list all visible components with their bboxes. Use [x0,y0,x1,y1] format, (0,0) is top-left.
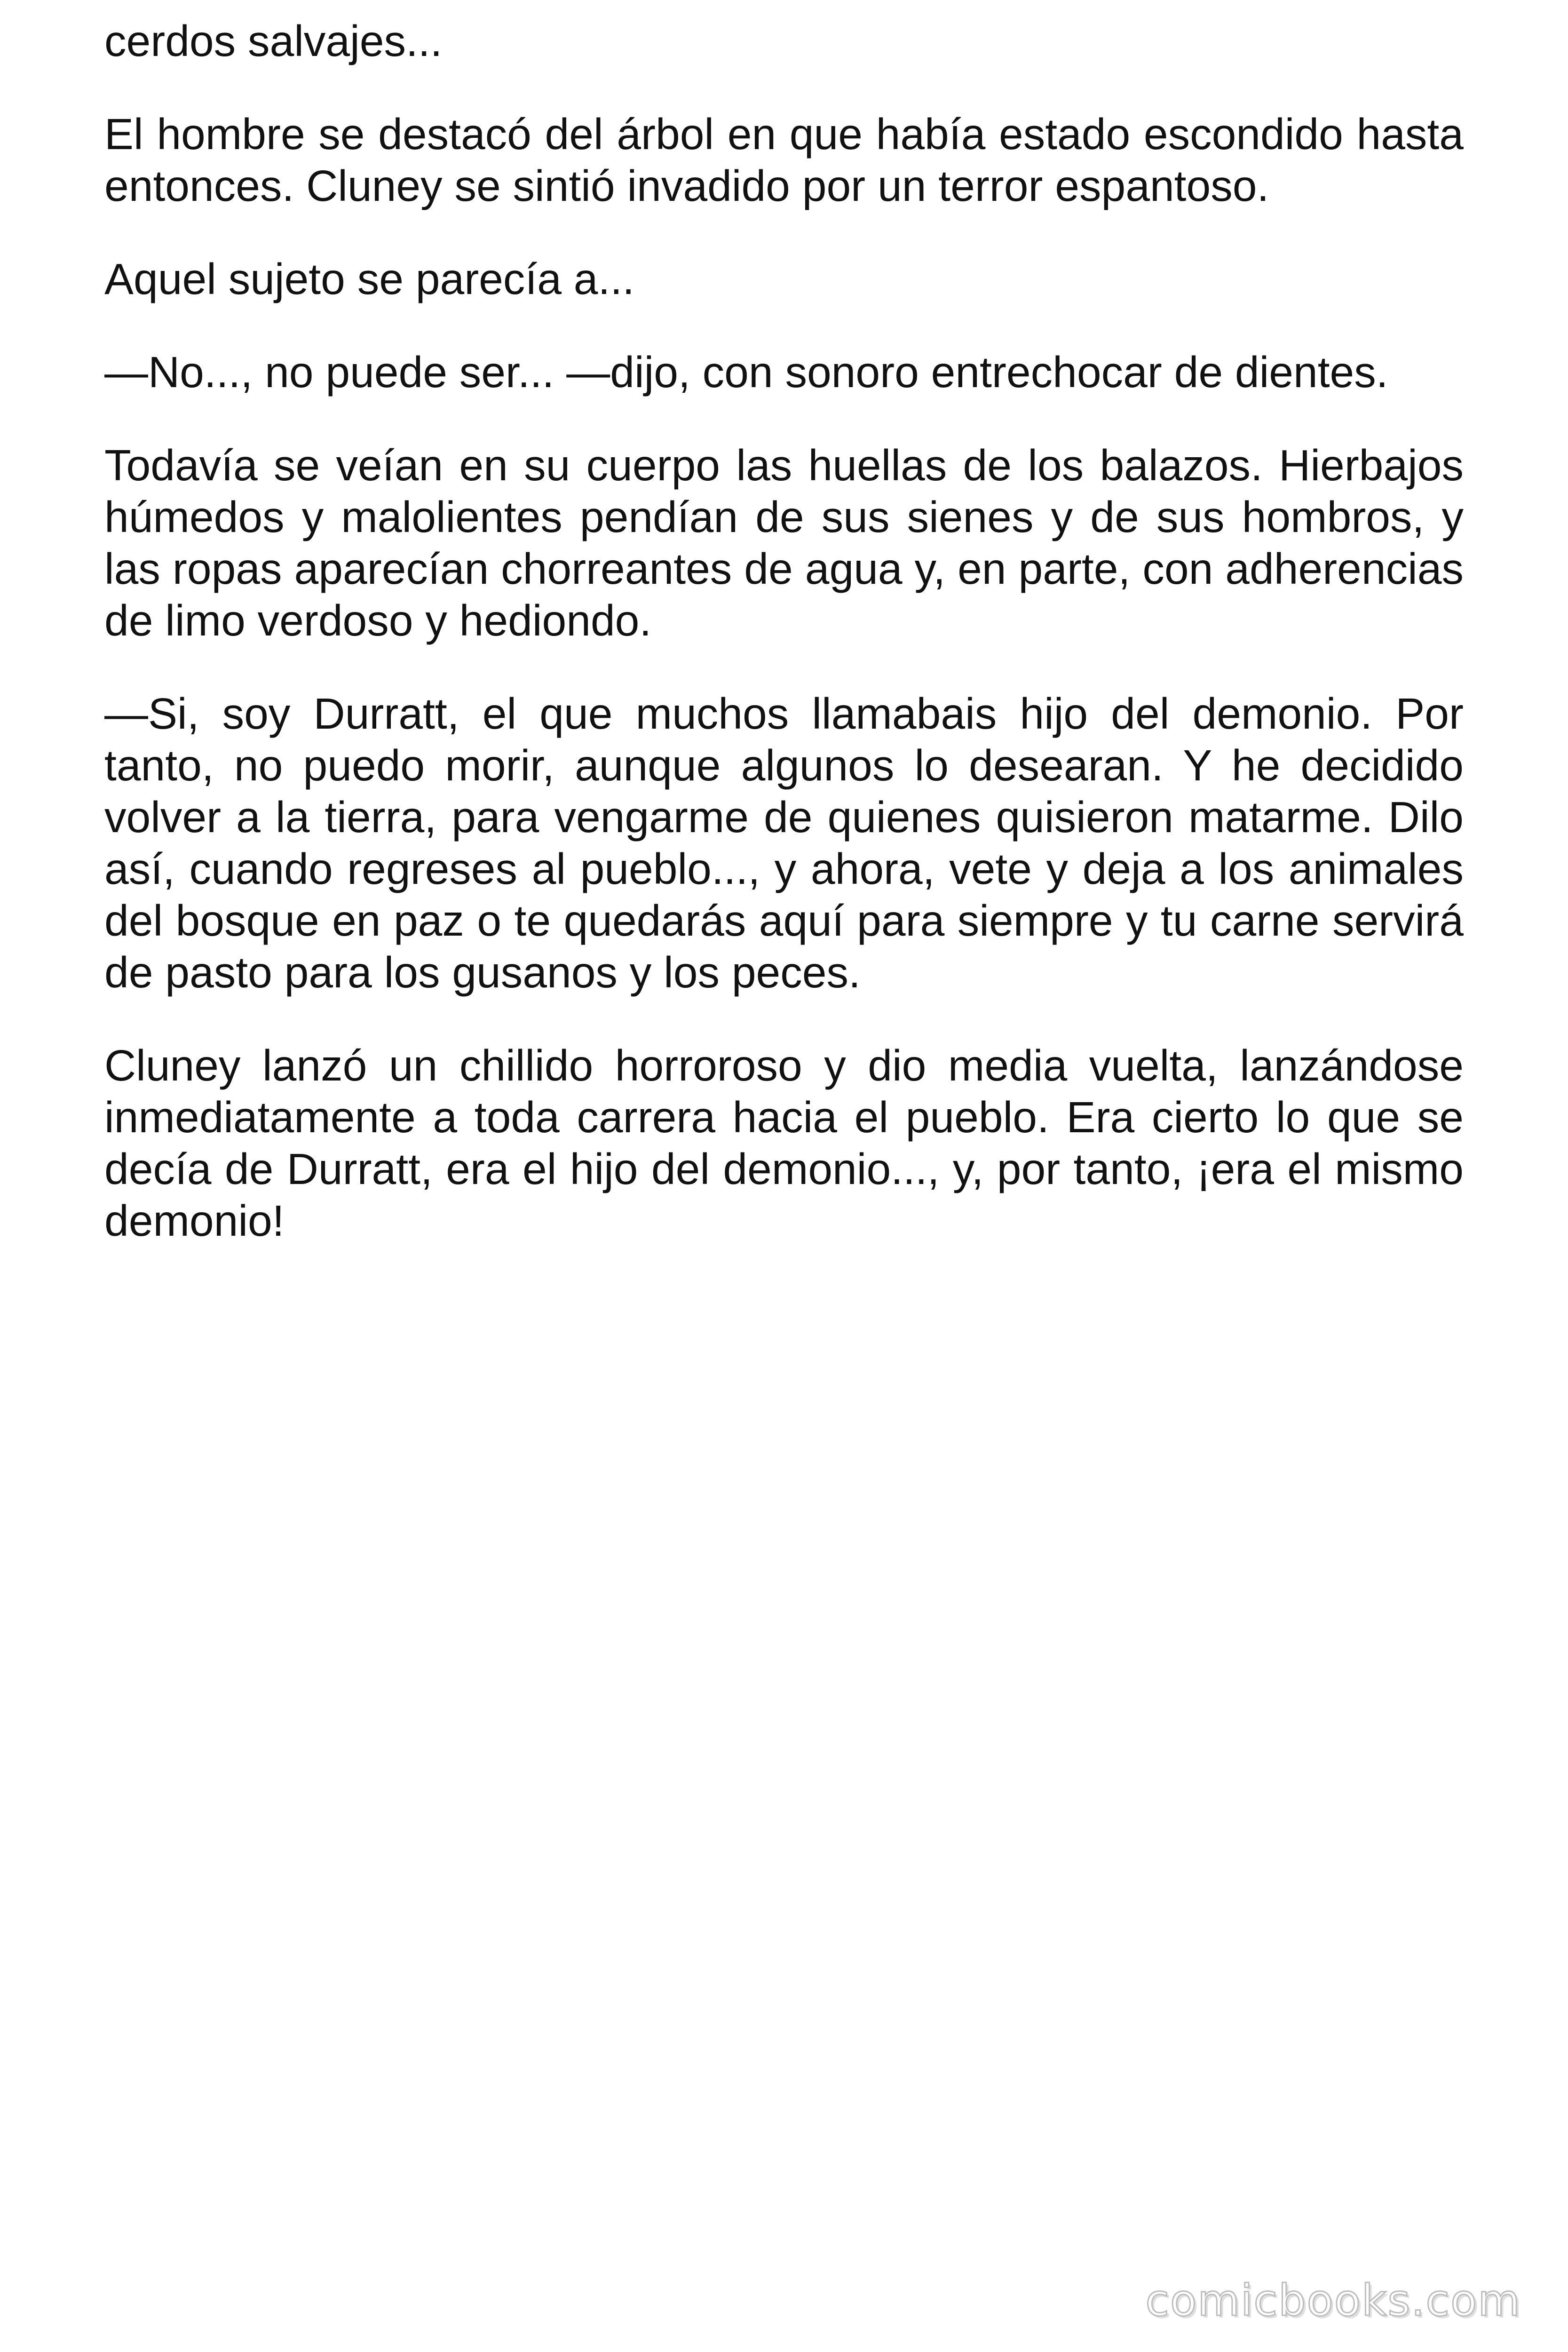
paragraph: —No..., no puede ser... —dijo, con sonoro entrechocar de dientes. [104,348,1388,397]
paragraph: Todavía se veían en su cuerpo las huellas de los balazos. Hierbajos húmedos y malolientes pendían de sus sienes y de sus hombros, y las ropas aparecían chorreantes de agua y, en parte, con adherencias de limo verdoso y hediondo. [104,441,1464,645]
paragraph: Cluney lanzó un chillido horroroso y dio media vuelta, lanzándose inmediatamente a toda carrera hacia el pueblo. Era cierto lo que se decía de Durratt, era el hijo del demonio..., y, por tanto, ¡era el mismo demonio! [104,1041,1464,1245]
paragraph: Aquel sujeto se parecía a... [104,254,635,303]
body-text [104,15,1464,1288]
paragraph: —Si, soy Durratt, el que muchos llamabais hijo del demonio. Por tanto, no puedo morir, aunque algunos lo desearan. Y he decidido volver a la tierra, para vengarme de quienes quisieron matarme. Dilo así, cuando regreses al pueblo..., y ahora, vete y deja a los animales del bosque en paz o te quedarás aquí para siempre y tu carne servirá de pasto para los gusanos y los peces. [104,689,1464,997]
watermark: comicbooks.com [1145,2275,1521,2326]
paragraph: El hombre se destacó del árbol en que había estado escondido hasta entonces. Cluney se sintió invadido por un terror espantoso. [104,110,1464,210]
paragraph: cerdos salvajes... [104,16,443,65]
